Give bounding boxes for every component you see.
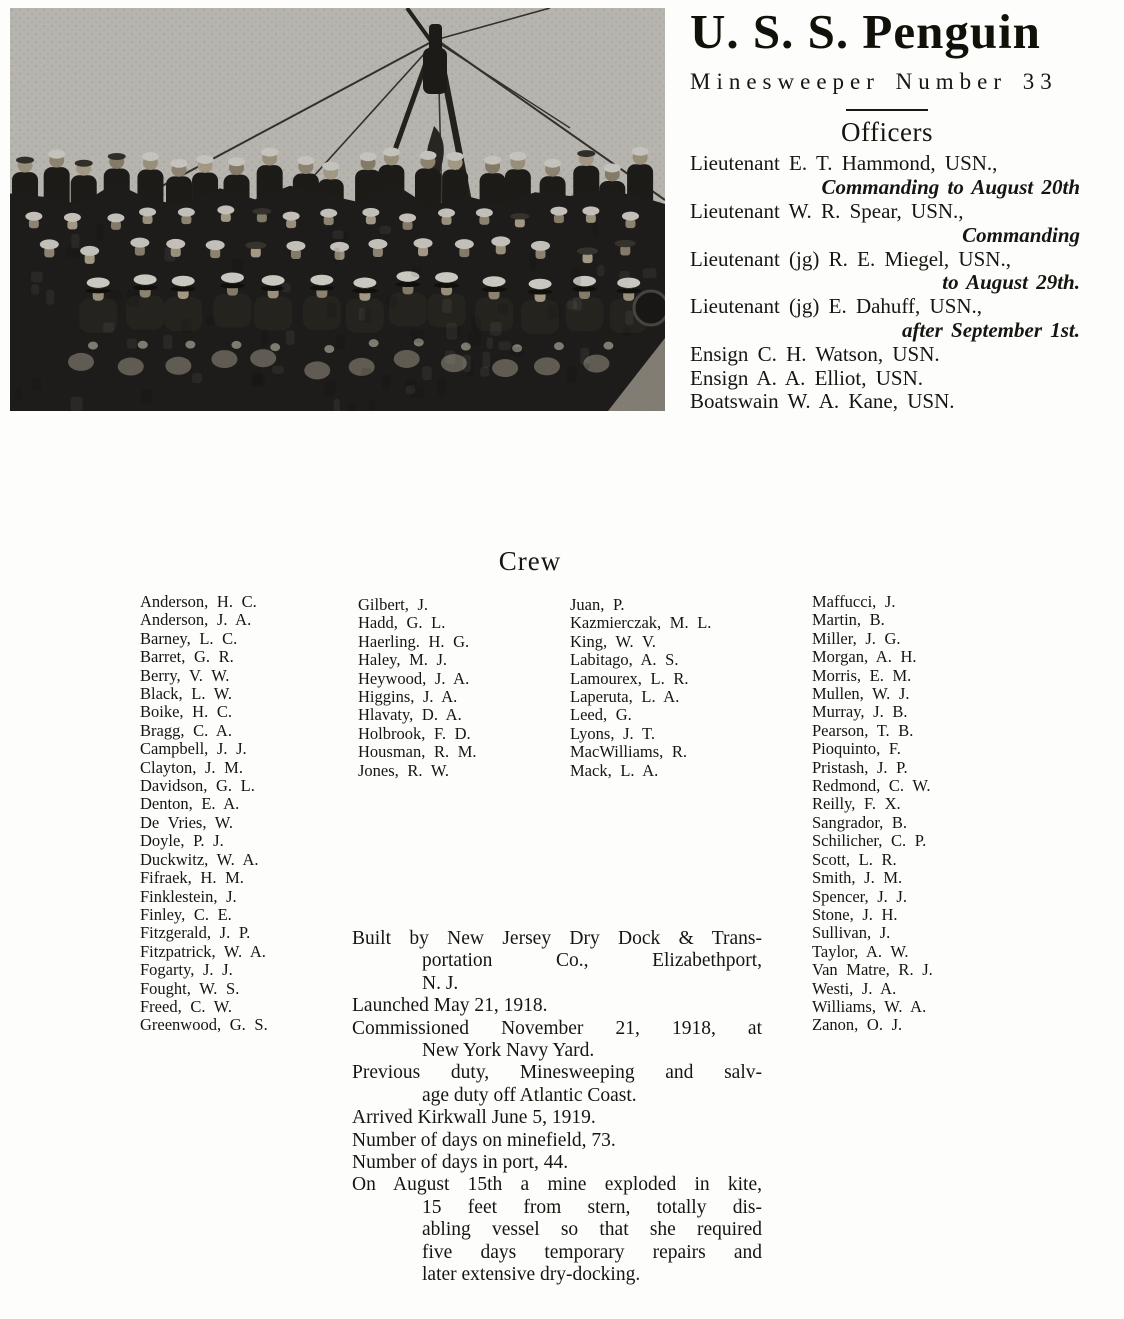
crew-member: Kazmierczak, M. L. <box>570 613 712 633</box>
crew-member: Redmond, C. W. <box>812 776 931 796</box>
crew-member: Hadd, G. L. <box>358 613 446 633</box>
crew-member: Freed, C. W. <box>140 996 232 1016</box>
officer-note: after September 1st. <box>901 318 1080 343</box>
crew-member: Fogarty, J. J. <box>140 960 233 980</box>
ship-history <box>352 928 762 1287</box>
crew-member: Finley, C. E. <box>140 904 232 924</box>
crew-member: Boike, H. C. <box>140 702 232 722</box>
history-line: Arrived Kirkwall June 5, 1919. <box>352 1107 596 1129</box>
crew-member: Campbell, J. J. <box>140 739 247 759</box>
history-line: N. J. <box>422 972 459 994</box>
crew-member: Black, L. W. <box>140 684 232 704</box>
crew-member: Mullen, W. J. <box>812 684 910 704</box>
crew-member: Pearson, T. B. <box>812 720 914 740</box>
officers-heading: Officers <box>841 117 933 148</box>
crew-member: Berry, V. W. <box>140 665 230 685</box>
officer-name: Lieutenant E. T. Hammond, USN., <box>690 151 998 176</box>
officer-name: Ensign A. A. Elliot, USN. <box>690 365 924 390</box>
officer-name: Lieutenant (jg) E. Dahuff, USN., <box>690 294 983 319</box>
history-line: Previous duty, Minesweeping and salv- <box>352 1062 762 1084</box>
officer-note: Commanding <box>962 222 1080 247</box>
crew-photo <box>10 8 665 411</box>
crew-member: Doyle, P. J. <box>140 831 224 851</box>
crew-member: Clayton, J. M. <box>140 757 243 777</box>
divider-rule <box>846 109 928 111</box>
crew-member: Sullivan, J. <box>812 923 891 943</box>
crew-member: Bragg, C. A. <box>140 720 232 740</box>
crew-column-1 <box>140 593 268 1035</box>
crew-member: Van Matre, R. J. <box>812 960 933 980</box>
masthead <box>690 6 1084 414</box>
crew-member: Anderson, J. A. <box>140 610 252 630</box>
crew-member: Heywood, J. A. <box>358 668 470 688</box>
officer-name: Lieutenant W. R. Spear, USN., <box>690 199 964 224</box>
crew-member: Morris, E. M. <box>812 665 912 685</box>
history-line: abling vessel so that she required <box>422 1219 762 1241</box>
crew-member: Greenwood, G. S. <box>140 1015 268 1035</box>
officer-name: Boatswain W. A. Kane, USN. <box>690 389 955 414</box>
history-line: later extensive dry-docking. <box>422 1264 641 1286</box>
crew-member: Duckwitz, W. A. <box>140 849 259 869</box>
officer-note: to August 29th. <box>942 270 1080 295</box>
crew-member: Davidson, G. L. <box>140 776 255 796</box>
crew-member: Williams, W. A. <box>812 996 927 1016</box>
crew-photo-illustration <box>10 8 665 411</box>
crew-member: Jones, R. W. <box>358 760 450 780</box>
crew-member: Murray, J. B. <box>812 702 908 722</box>
crew-member: Denton, E. A. <box>140 794 240 814</box>
crew-member: Fifraek, H. M. <box>140 868 244 888</box>
officer-name: Ensign C. H. Watson, USN. <box>690 341 940 366</box>
officer-note: Commanding to August 20th <box>821 175 1080 200</box>
crew-column-2 <box>358 596 477 780</box>
ship-subtitle: Minesweeper Number 33 <box>690 69 1058 95</box>
history-line: 15 feet from stern, totally dis- <box>422 1196 762 1218</box>
crew-member: Miller, J. G. <box>812 628 901 648</box>
crew-member: Pioquinto, F. <box>812 739 901 759</box>
crew-member: Leed, G. <box>570 705 632 725</box>
crew-member: Lamourex, L. R. <box>570 668 689 688</box>
crew-member: Taylor, A. W. <box>812 941 909 961</box>
ship-title: U. S. S. Penguin <box>690 4 1041 59</box>
crew-member: Labitago, A. S. <box>570 650 679 670</box>
crew-member: Martin, B. <box>812 610 885 630</box>
crew-member: Lyons, J. T. <box>570 723 655 743</box>
crew-member: Scott, L. R. <box>812 849 897 869</box>
crew-member: Fought, W. S. <box>140 978 240 998</box>
crew-member: King, W. V. <box>570 631 656 651</box>
crew-member: Juan, P. <box>570 595 625 614</box>
history-line: Number of days in port, 44. <box>352 1152 569 1174</box>
crew-member: Holbrook, F. D. <box>358 723 471 743</box>
crew-member: Stone, J. H. <box>812 904 898 924</box>
crew-member: Mack, L. A. <box>570 760 659 780</box>
crew-member: Fitzpatrick, W. A. <box>140 941 266 961</box>
history-line: Launched May 21, 1918. <box>352 995 548 1017</box>
crew-member: Haley, M. J. <box>358 650 448 670</box>
crew-member: Maffucci, J. <box>812 592 896 611</box>
crew-member: Haerling. H. G. <box>358 631 470 651</box>
history-line: portation Co., Elizabethport, <box>422 950 762 972</box>
crew-member: Zanon, O. J. <box>812 1015 903 1035</box>
crew-member: Gilbert, J. <box>358 595 429 614</box>
crew-member: Smith, J. M. <box>812 868 903 888</box>
crew-member: Finklestein, J. <box>140 886 237 906</box>
history-line: Built by New Jersey Dry Dock & Trans- <box>352 928 762 949</box>
crew-member: Schilicher, C. P. <box>812 831 927 851</box>
crew-member: Anderson, H. C. <box>140 592 257 611</box>
crew-member: Morgan, A. H. <box>812 647 917 667</box>
crew-member: Sangrador, B. <box>812 812 908 832</box>
history-line: Number of days on minefield, 73. <box>352 1129 616 1151</box>
crew-member: Housman, R. M. <box>358 742 477 762</box>
history-line: five days temporary repairs and <box>422 1241 762 1263</box>
officer-name: Lieutenant (jg) R. E. Miegel, USN., <box>690 246 1011 271</box>
crew-member: Pristash, J. P. <box>812 757 908 777</box>
crew-heading: Crew <box>498 546 562 576</box>
crew-column-4 <box>812 593 933 1035</box>
crew-member: Laperuta, L. A. <box>570 687 680 707</box>
officers-list <box>690 152 1084 414</box>
crew-member: Hlavaty, D. A. <box>358 705 462 725</box>
crew-member: Westi, J. A. <box>812 978 897 998</box>
crew-member: Higgins, J. A. <box>358 687 458 707</box>
history-line: New York Navy Yard. <box>422 1040 595 1062</box>
history-line: Commissioned November 21, 1918, at <box>352 1017 762 1039</box>
history-line: On August 15th a mine exploded in kite, <box>352 1174 762 1196</box>
crew-member: MacWilliams, R. <box>570 742 688 762</box>
crew-member: Barret, G. R. <box>140 647 234 667</box>
history-line: age duty off Atlantic Coast. <box>422 1084 637 1106</box>
crew-member: Barney, L. C. <box>140 628 238 648</box>
crew-member: Reilly, F. X. <box>812 794 901 814</box>
crew-member: Spencer, J. J. <box>812 886 907 906</box>
crew-member: Fitzgerald, J. P. <box>140 923 251 943</box>
crew-member: De Vries, W. <box>140 812 233 832</box>
crew-column-3 <box>570 596 711 780</box>
